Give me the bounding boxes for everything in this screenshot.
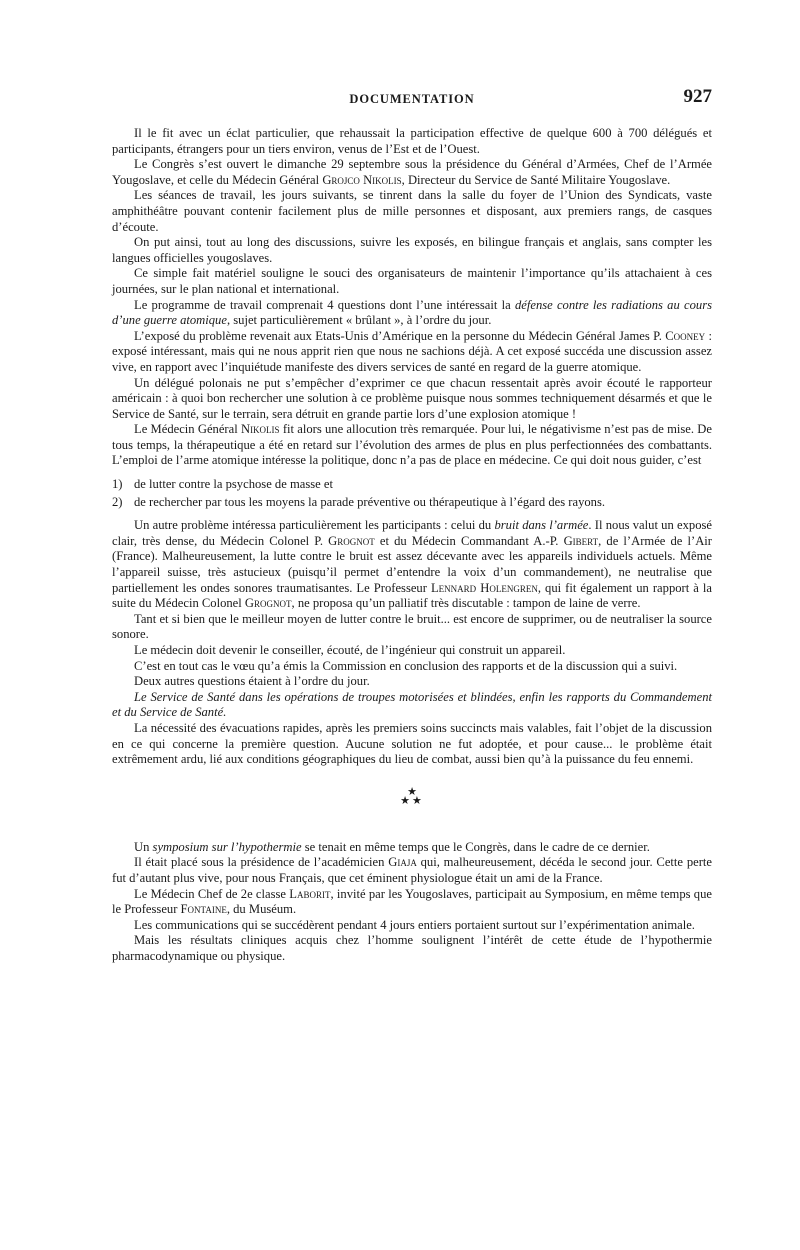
paragraph	[112, 918, 712, 934]
text-run: Ce simple fait matériel souligne le souci des organisateurs de maintenir l’importance qu’ils attachaient à ces journées, sur le plan national et international.	[112, 266, 712, 296]
text-run: , invité par les Yougoslaves, participait au Symposium, en même temps que le Professeur	[112, 886, 712, 917]
text-run: , qui fit également un rapport à la suite du Médecin Colonel	[112, 580, 713, 611]
text-run: se tenait en même temps que le Congrès, dans le cadre de ce dernier.	[301, 839, 650, 854]
paragraph	[112, 690, 712, 721]
text-run: Le Congrès s’est ouvert le dimanche 29 septembre sous la présidence du Général d’Armées, Chef de l’Armée Yougoslave, et celle du Médecin Général	[112, 157, 712, 187]
text-run: , ne proposa qu’un palliatif très discutable : tampon de laine de verre.	[291, 596, 641, 611]
paragraph	[112, 887, 712, 918]
separator-stars-bottom: ★★	[400, 794, 424, 807]
text-run: Le Médecin Général	[134, 422, 241, 437]
person-name: Grojco Nikolis	[322, 172, 402, 187]
text-run: La nécessité des évacuations rapides, après les premiers soins succincts mais valables, fait l’objet de la discussion en ce qui concerne la première question. Aucune solution ne fut adoptée, et pour cause... le problème était extrêmement ardu, lié aux conditions géographiques du lieu de combat, aussi bien qu’à la puissance du feu ennemi.	[112, 720, 712, 767]
numbered-list	[112, 477, 712, 510]
paragraph	[112, 157, 712, 188]
text-run: Un délégué polonais ne put s’empêcher d’exprimer ce que chacun ressentait après avoir écouté le rapporteur américain : à quoi bon rechercher une solution à ce problème puisque nous sommes techniquement désarmés et que le Service de Santé, sur le terrain, sera détruit en grande partie lors d’une explosion atomique !	[112, 375, 712, 421]
person-name: Laborit	[289, 886, 331, 901]
section-hypothermia	[112, 840, 712, 965]
text-run: , de l’Armée de l’Air (France). Malheureusement, la lutte contre le bruit est assez décevante avec les appareils individuels actuels. Même l’appareil suisse, très astucieux (puisqu’il permet d’entendre la voix d’un commandement), ne neutralise que partiellement les ondes sonores traumatisantes. Le Professeur	[112, 533, 712, 595]
person-name: Gibert	[563, 533, 599, 548]
section-separator	[112, 785, 712, 807]
text-run: qui, malheureusement, décéda le second jour. Cette perte fut d’autant plus vive, pour nous Français, que cet éminent physiologue était un ami de la France.	[112, 855, 712, 885]
text-run: Il était placé sous la présidence de l’académicien	[134, 855, 389, 870]
separator-star-top: ★	[407, 785, 417, 798]
text-run: C’est en tout cas le vœu qu’a émis la Commission en conclusion des rapports et de la discussion qui a suivi.	[134, 658, 678, 673]
text-run: , sujet particulièrement « brûlant », à l’ordre du jour.	[226, 313, 492, 328]
text-run: On put ainsi, tout au long des discussions, suivre les exposés, en bilingue français et anglais, sans compter les langues officielles yougoslaves.	[112, 235, 712, 265]
paragraph	[112, 329, 712, 376]
emphasis-text: bruit dans l’armée	[494, 518, 589, 533]
text-run: Le médecin doit devenir le conseiller, écouté, de l’ingénieur qui construit un appareil.	[134, 643, 566, 657]
text-run: Les séances de travail, les jours suivants, se tinrent dans la salle du foyer de l’Union des Syndicats, vaste amphithéâtre pouvant contenir facilement plus de mille personnes et disposant, aux premiers rangs, de casques d’écoute.	[112, 188, 712, 234]
paragraph	[112, 721, 712, 768]
text-run: Mais les résultats cliniques acquis chez l’homme soulignent l’intérêt de cette étude de l’hypothermie pharmacodynamique ou physique.	[112, 933, 712, 963]
section-noise	[112, 518, 712, 768]
text-run: fit alors une allocution très remarquée. Pour lui, le négativisme n’est pas de mise. De tous temps, la thérapeutique a été en retard sur l’évolution des armes de plus en plus perfectionnées des combattants. L’emploi de l’arme atomique intéresse la politique, donc n’a pas de place en médecine. Ce qui doit nous guider, c’est	[112, 422, 712, 468]
paragraph	[112, 298, 712, 329]
page-header	[112, 86, 712, 110]
text-run: Deux autres questions étaient à l’ordre du jour.	[134, 674, 370, 689]
text-run: . Il nous valut un exposé clair, très dense, du Médecin Colonel P.	[112, 518, 712, 548]
list-item-number: 1)	[112, 477, 123, 492]
emphasis-text: symposium sur l’hypothermie	[152, 839, 302, 854]
page-number: 927	[683, 86, 712, 107]
running-title: DOCUMENTATION	[349, 92, 475, 106]
person-name: Fontaine	[180, 902, 227, 917]
paragraph	[112, 933, 712, 964]
body-text	[112, 126, 712, 965]
list-item-number: 2)	[112, 494, 123, 509]
list-item	[112, 477, 712, 493]
emphasis-text: défense contre les radiations au cours d’une guerre atomique	[112, 297, 712, 328]
text-run: Il le fit avec un éclat particulier, que rehaussait la participation effective de quelque 600 à 700 délégués et participants, étrangers pour un tiers environ, venus de l’Est et de l’Ouest.	[112, 126, 712, 156]
text-run: : exposé intéressant, mais qui ne nous apprit rien que nous ne sachions déjà. A cet exposé succéda une discussion assez vive, en rapport avec l’inquiétude manifeste des divers services de santé en regard de la guerre atomique.	[112, 328, 712, 374]
paragraph	[112, 643, 712, 659]
text-run: Un autre problème intéressa particulièrement les participants : celui du	[134, 518, 495, 533]
paragraph	[112, 376, 712, 423]
list-item-text: de lutter contre la psychose de masse et	[134, 477, 333, 492]
text-run: Un	[134, 839, 153, 854]
person-name: Grognot	[244, 596, 292, 611]
paragraph	[112, 659, 712, 675]
paragraph	[112, 518, 712, 612]
paragraph	[112, 126, 712, 157]
text-run: Les communications qui se succédèrent pendant 4 jours entiers portaient surtout sur l’expérimentation animale.	[134, 917, 695, 932]
paragraph	[112, 235, 712, 266]
paragraph	[112, 612, 712, 643]
emphasis-text: Le Service de Santé dans les opérations de troupes motorisées et blindées, enfin les rapports du Commandement et du Service de Santé.	[112, 689, 712, 720]
text-run: Le programme de travail comprenait 4 questions dont l’une intéressait la	[134, 297, 515, 312]
list-item	[112, 495, 712, 511]
paragraph	[112, 422, 712, 469]
text-run: et du Médecin Commandant A.-P.	[374, 533, 564, 548]
text-run: , du Muséum.	[226, 902, 297, 917]
list-item-text: de rechercher par tous les moyens la parade préventive ou thérapeutique à l’égard des rayons.	[134, 494, 606, 509]
section-congress	[112, 126, 712, 469]
paragraph	[112, 855, 712, 886]
text-run: , Directeur du Service de Santé Militaire Yougoslave.	[401, 172, 671, 187]
paragraph	[112, 840, 712, 856]
person-name: Lennard Holengren	[430, 580, 538, 595]
text-run: L’exposé du problème revenait aux Etats-Unis d’Amérique en la personne du Médecin Général James P.	[134, 328, 666, 343]
paragraph	[112, 266, 712, 297]
person-name: Cooney	[665, 328, 706, 343]
text-run: Le Médecin Chef de 2e classe	[134, 886, 290, 901]
person-name: Nikolis	[240, 422, 280, 437]
person-name: Grognot	[328, 533, 375, 548]
paragraph	[112, 188, 712, 235]
text-run: Tant et si bien que le meilleur moyen de lutter contre le bruit... est encore de supprimer, ou de neutraliser la source sonore.	[112, 611, 712, 642]
person-name: Giaja	[388, 855, 417, 870]
paragraph	[112, 674, 712, 690]
